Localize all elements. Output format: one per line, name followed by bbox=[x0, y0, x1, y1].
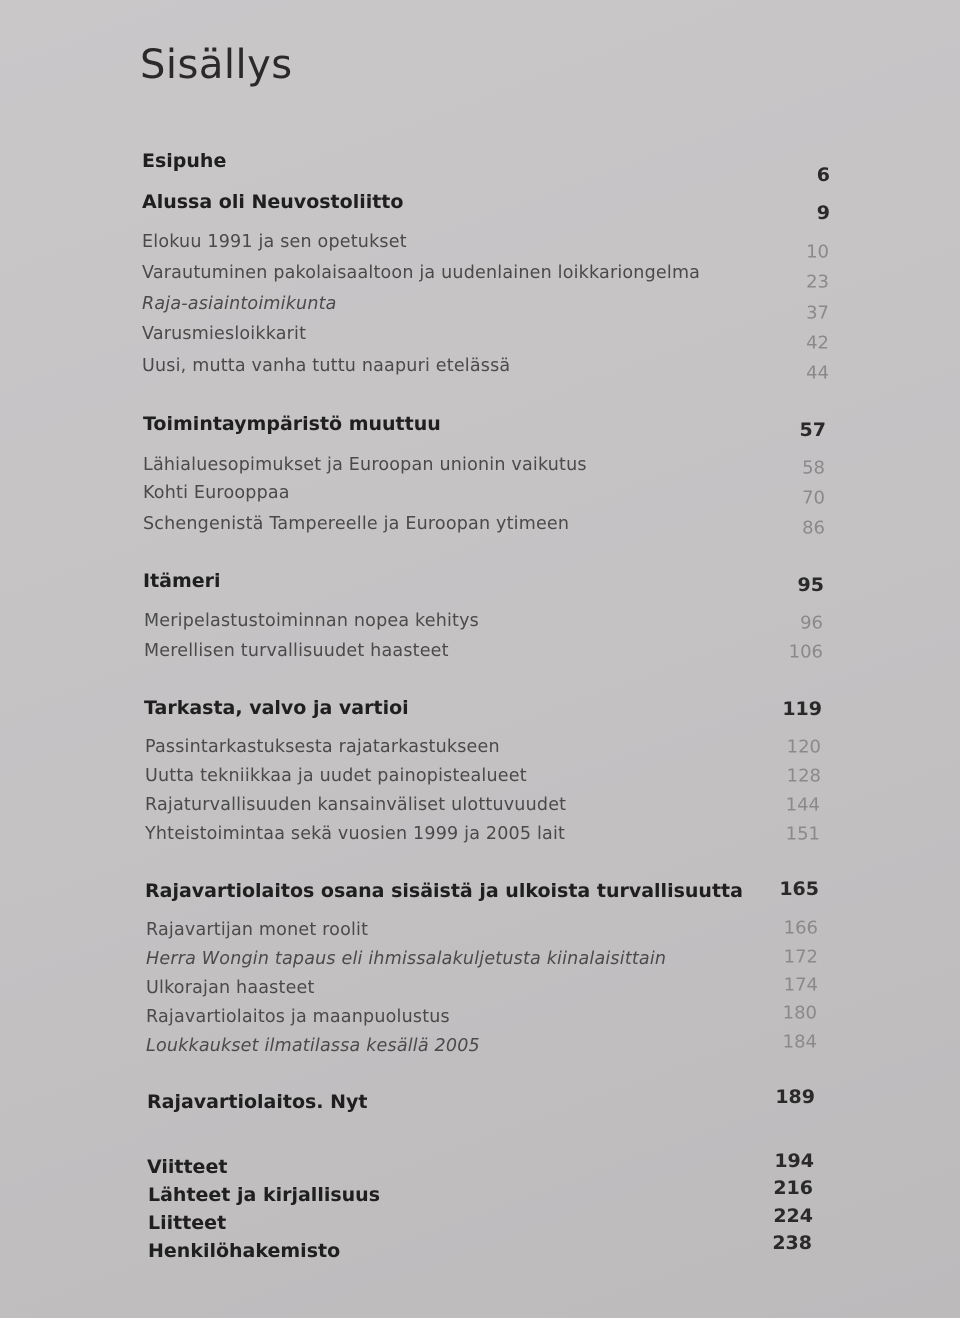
page-number: 86 bbox=[802, 517, 825, 539]
subsection-title: Schengenistä Tampereelle ja Euroopan ytimeen bbox=[143, 514, 570, 534]
page-number: 70 bbox=[802, 487, 825, 509]
subsection-title: Lähialuesopimukset ja Euroopan unionin vaikutus bbox=[143, 455, 587, 475]
section-title: Alussa oli Neuvostoliitto bbox=[142, 191, 404, 213]
page-number: 106 bbox=[788, 641, 823, 663]
section-title: Tarkasta, valvo ja vartioi bbox=[144, 697, 409, 719]
subsection-title: Rajaturvallisuuden kansainväliset ulottuvuudet bbox=[145, 795, 567, 815]
section-title: Rajavartiolaitos. Nyt bbox=[147, 1091, 368, 1113]
subsection-title: Meripelastustoiminnan nopea kehitys bbox=[144, 611, 479, 631]
subsection-title: Herra Wongin tapaus eli ihmissalakuljetusta kiinalaisittain bbox=[146, 949, 667, 969]
page-number: 224 bbox=[773, 1205, 813, 1227]
subsection-title: Ulkorajan haasteet bbox=[146, 978, 315, 998]
page-number: 189 bbox=[775, 1086, 815, 1108]
section-title: Rajavartiolaitos osana sisäistä ja ulkoista turvallisuutta bbox=[145, 880, 743, 902]
page-number: 96 bbox=[800, 612, 823, 634]
subsection-title: Rajavartiolaitos ja maanpuolustus bbox=[146, 1007, 450, 1027]
page-number: 95 bbox=[797, 574, 824, 596]
subsection-title: Uutta tekniikkaa ja uudet painopistealueet bbox=[145, 766, 527, 786]
section-title: Toimintaympäristö muuttuu bbox=[143, 413, 441, 435]
subsection-title: Rajavartijan monet roolit bbox=[146, 920, 369, 940]
page-number: 216 bbox=[773, 1177, 813, 1199]
section-title: Esipuhe bbox=[142, 150, 227, 172]
page-number: 44 bbox=[806, 362, 829, 384]
page-number: 184 bbox=[782, 1031, 817, 1053]
section-title: Viitteet bbox=[147, 1156, 228, 1178]
section-title: Lähteet ja kirjallisuus bbox=[148, 1184, 381, 1206]
subsection-title: Loukkaukset ilmatilassa kesällä 2005 bbox=[146, 1036, 480, 1056]
subsection-title: Raja-asiaintoimikunta bbox=[142, 294, 337, 314]
subsection-title: Kohti Eurooppaa bbox=[143, 483, 290, 503]
section-title: Liitteet bbox=[148, 1212, 227, 1234]
page-number: 180 bbox=[782, 1002, 817, 1024]
page-number: 128 bbox=[786, 765, 821, 787]
subsection-title: Uusi, mutta vanha tuttu naapuri etelässä bbox=[142, 356, 511, 376]
page-number: 144 bbox=[785, 794, 820, 816]
subsection-title: Varautuminen pakolaisaaltoon ja uudenlainen loikkariongelma bbox=[142, 263, 701, 283]
page-number: 172 bbox=[783, 946, 818, 968]
page-number: 57 bbox=[799, 419, 826, 441]
page-number: 174 bbox=[783, 974, 818, 996]
page-number: 37 bbox=[806, 302, 829, 324]
page-number: 120 bbox=[786, 736, 821, 758]
page-number: 42 bbox=[806, 332, 829, 354]
subsection-title: Passintarkastuksesta rajatarkastukseen bbox=[145, 737, 500, 757]
page-number: 23 bbox=[806, 271, 829, 293]
page-number: 165 bbox=[779, 878, 819, 900]
page-number: 119 bbox=[782, 698, 822, 720]
subsection-title: Varusmiesloikkarit bbox=[142, 324, 307, 344]
page-number: 194 bbox=[774, 1150, 814, 1172]
page-title: Sisällys bbox=[140, 42, 293, 88]
page-number: 6 bbox=[816, 164, 830, 186]
page-number: 238 bbox=[772, 1232, 812, 1254]
page-number: 10 bbox=[806, 241, 829, 263]
section-title: Henkilöhakemisto bbox=[148, 1240, 341, 1262]
subsection-title: Yhteistoimintaa sekä vuosien 1999 ja 2005 lait bbox=[145, 824, 566, 844]
page-number: 151 bbox=[785, 823, 820, 845]
subsection-title: Merellisen turvallisuudet haasteet bbox=[144, 641, 449, 661]
subsection-title: Elokuu 1991 ja sen opetukset bbox=[142, 232, 407, 252]
section-title: Itämeri bbox=[143, 570, 221, 592]
page-number: 58 bbox=[802, 457, 825, 479]
page-number: 9 bbox=[816, 202, 830, 224]
page-number: 166 bbox=[783, 917, 818, 939]
